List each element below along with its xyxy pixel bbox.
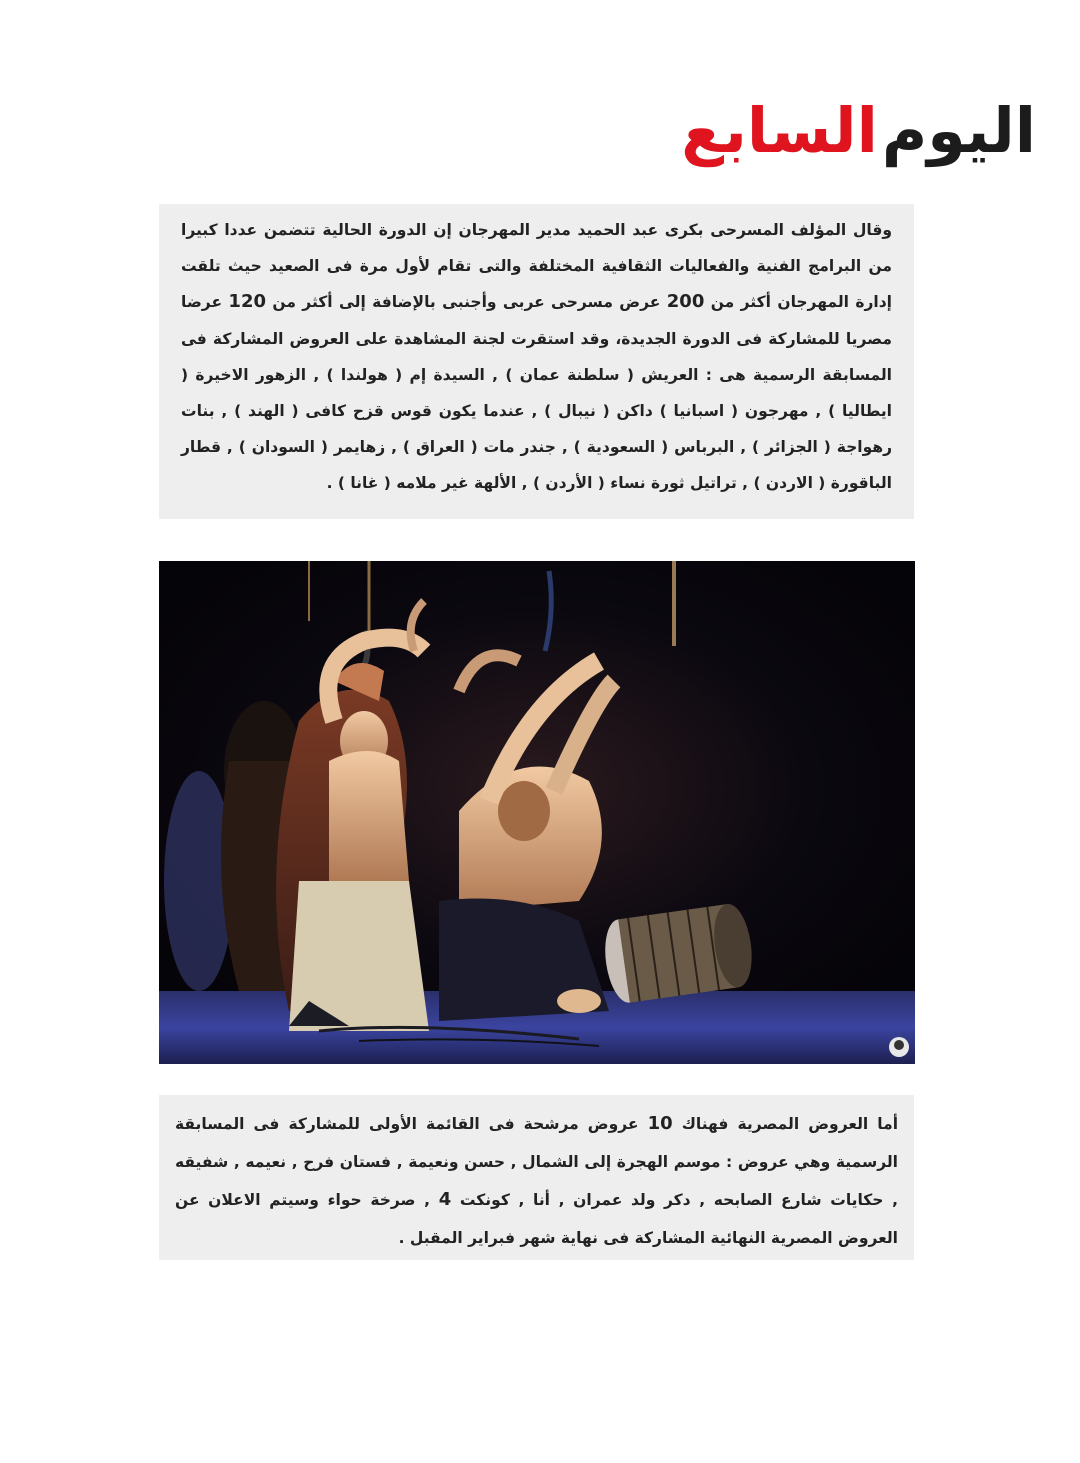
photographer-watermark-icon: [889, 1037, 909, 1057]
paragraph-2-number-4: 4: [438, 1189, 452, 1210]
site-logo[interactable]: [681, 82, 1036, 167]
logo-text-dark: اليوم: [881, 94, 1036, 167]
theater-performance-photo: [159, 561, 915, 1064]
paragraph-1-text-c: عرضا مصريا للمشاركة فى الدورة الجديدة، وقد استقرت لجنة المشاهدة على العروض المشاركة فى المسابقة الرسمية هى : العريش ( سلطنة عمان ) , السيدة إم ( هولندا ) , الزهور الاخيرة ( ايطاليا ) , مهرجون ( اسبانيا ) داكن ( نيبال ) , عندما يكون قوس قزح كافى ( الهند ) , بنات رهواجة ( الجزائر ) , البرباس ( السعودية ) , جندر مات ( العراق ) , زهايمر ( السودان ) , قطار الباقورة ( الاردن ) , تراتيل ثورة نساء ( الأردن ) , الألهة غير ملامه ( غانا ) .: [181, 293, 892, 493]
paragraph-1-number-200: 200: [666, 291, 705, 313]
logo-text-red: السابع: [681, 94, 878, 167]
paragraph-1-text-b: عرض مسرحى عربى وأجنبى بالإضافة إلى أكثر من: [266, 293, 667, 312]
paragraph-1-text-a: وقال المؤلف المسرحى بكرى عبد الحميد مدير المهرجان إن الدورة الحالية تتضمن عددا كبيرا من البرامج الفنية والفعاليات الثقافية المختلفة والتى تقام لأول مرة فى الصعيد حيث تلقت إدارة المهرجان أكثر من: [181, 221, 892, 312]
paragraph-2-text-b: عروض مرشحة فى القائمة الأولى للمشاركة فى المسابقة الرسمية وهي عروض : موسم الهجرة إلى الشمال , حسن ونعيمة , فستان فرح , نعيمه , شفيقه , حكايات شارع الصابحه , دكر ولد عمران , أنا , كونكت: [175, 1115, 898, 1209]
article-paragraph-1: [159, 204, 914, 519]
paragraph-1-number-120: 120: [228, 291, 266, 313]
paragraph-2-number-10: 10: [647, 1113, 673, 1134]
article-paragraph-2: [159, 1095, 914, 1260]
paragraph-2-text-a: أما العروض المصرية فهناك: [672, 1115, 899, 1133]
paragraph-2-text-c: , صرخة حواء وسيتم الاعلان عن العروض المصرية النهائية المشاركة فى نهاية شهر فبراير المقبل .: [175, 1191, 898, 1247]
